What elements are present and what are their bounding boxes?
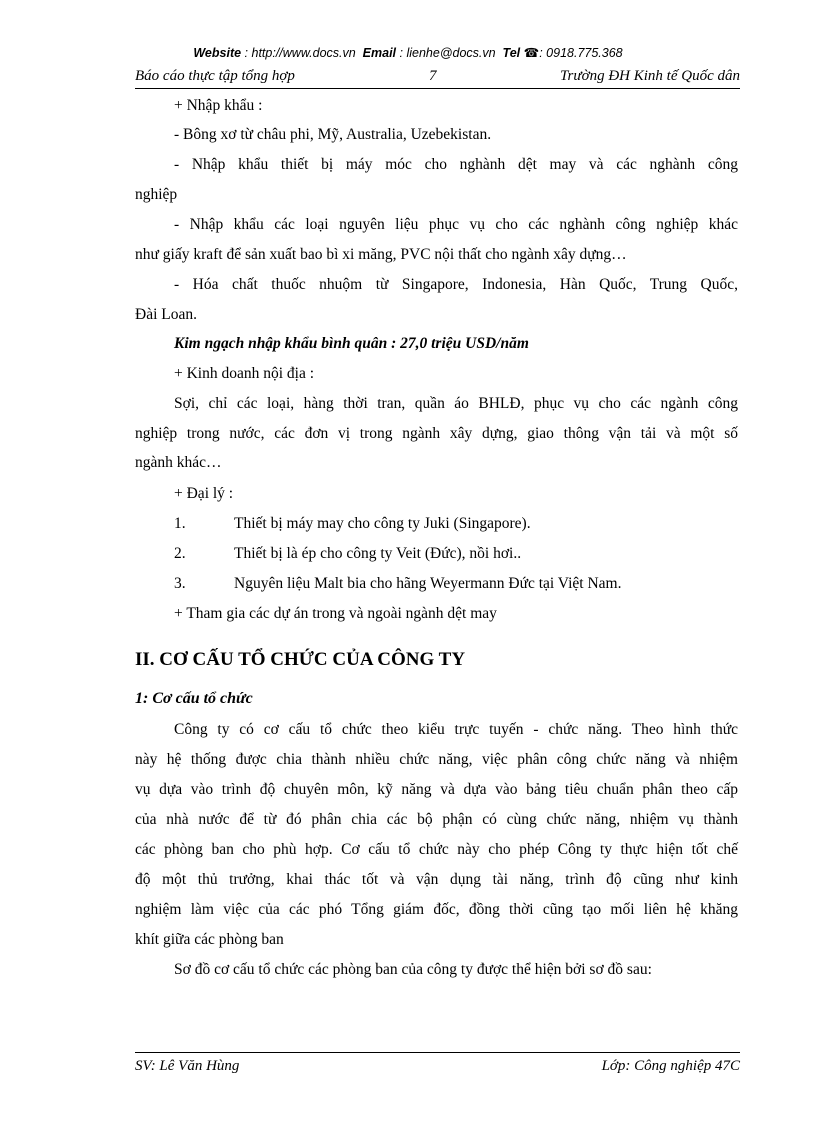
student-name: SV: Lê Văn Hùng <box>135 1058 240 1074</box>
paragraph-line: các phòng ban cho phù hợp. Cơ cấu tổ chức này cho phép Công ty thực hiện tốt chế <box>135 841 738 858</box>
class-name: Lớp: Công nghiệp 47C <box>601 1058 740 1074</box>
paragraph-line: Công ty có cơ cấu tổ chức theo kiểu trực tuyến - chức năng. Theo hình thức <box>174 721 738 738</box>
agency-item-text: Nguyên liệu Malt bia cho hãng Weyermann Đức tại Việt Nam. <box>234 575 622 592</box>
phone-icon: ☎ <box>523 46 540 60</box>
website-bar <box>0 45 816 60</box>
section-title: II. CƠ CẤU TỔ CHỨC CỦA CÔNG TY <box>135 649 466 670</box>
import-item-4-line1: - Hóa chất thuốc nhuộm từ Singapore, Indonesia, Hàn Quốc, Trung Quốc, <box>174 276 738 293</box>
agency-item-number: 2. <box>174 545 186 562</box>
tel-value: : 0918.775.368 <box>539 46 623 60</box>
import-item-3-line2: như giấy kraft để sản xuất bao bì xi măng, PVC nội thất cho ngành xây dựng… <box>135 246 627 263</box>
domestic-line-1: Sợi, chỉ các loại, hàng thời tran, quần áo BHLĐ, phục vụ cho các ngành công <box>174 395 738 412</box>
import-item-2-line2: nghiệp <box>135 186 178 203</box>
paragraph-line: khít giữa các phòng ban <box>135 931 284 948</box>
tel-label: Tel <box>502 46 521 60</box>
page-number: 7 <box>429 68 437 84</box>
paragraph-line: vụ dựa vào trình độ chuyên môn, kỹ năng và dựa vào bảng tiêu chuẩn phân theo cấp <box>135 781 738 798</box>
domestic-heading: + Kinh doanh nội địa : <box>174 365 315 382</box>
page-header <box>135 66 740 89</box>
agency-heading: + Đại lý : <box>174 485 234 502</box>
paragraph-line: của nhà nước để từ đó phân chia các bộ phận có cùng chức năng, nhiệm vụ thành <box>135 811 738 828</box>
paragraph-line: nghiệm làm việc của các phó Tổng giám đốc, đồng thời cũng tạo mối liên hệ khăng <box>135 901 738 918</box>
projects-line: + Tham gia các dự án trong và ngoài ngành dệt may <box>174 605 497 622</box>
paragraph-line: độ một thủ trưởng, khai thác tốt và vận dụng tài năng, trình độ cũng như kinh <box>135 871 738 888</box>
email-value[interactable]: : lienhe@docs.vn <box>399 46 496 60</box>
website-label: Website <box>193 46 242 60</box>
page-footer <box>135 1052 740 1079</box>
agency-item-number: 1. <box>174 515 186 532</box>
diagram-intro: Sơ đồ cơ cấu tổ chức các phòng ban của công ty được thể hiện bởi sơ đồ sau: <box>174 961 652 978</box>
domestic-line-2: nghiệp trong nước, các đơn vị trong ngành xây dựng, giao thông vận tải và một số <box>135 425 738 442</box>
import-item-3-line1: - Nhập khẩu các loại nguyên liệu phục vụ cho các nghành công nghiệp khác <box>174 216 738 233</box>
import-heading: + Nhập khẩu : <box>174 97 263 114</box>
university-name: Trường ĐH Kinh tế Quốc dân <box>560 68 740 84</box>
website-value[interactable]: : http://www.docs.vn <box>244 46 356 60</box>
report-title: Báo cáo thực tập tổng hợp <box>135 68 295 84</box>
import-item-2-line1: - Nhập khẩu thiết bị máy móc cho nghành dệt may và các nghành công <box>174 156 738 173</box>
agency-item-text: Thiết bị máy may cho công ty Juki (Singapore). <box>234 515 531 532</box>
import-item-4-line2: Đài Loan. <box>135 306 197 323</box>
email-label: Email <box>362 46 397 60</box>
subsection-title: 1: Cơ cấu tổ chức <box>135 690 253 707</box>
agency-item-number: 3. <box>174 575 186 592</box>
domestic-line-3: ngành khác… <box>135 454 222 471</box>
paragraph-line: này hệ thống được chia thành nhiều chức năng, việc phân công chức năng và nhiệm <box>135 751 738 768</box>
import-item-1: - Bông xơ từ châu phi, Mỹ, Australia, Uzebekistan. <box>174 126 492 143</box>
import-turnover: Kim ngạch nhập khẩu bình quân : 27,0 triệu USD/năm <box>174 335 529 352</box>
agency-item-text: Thiết bị là ép cho công ty Veit (Đức), nồi hơi.. <box>234 545 522 562</box>
